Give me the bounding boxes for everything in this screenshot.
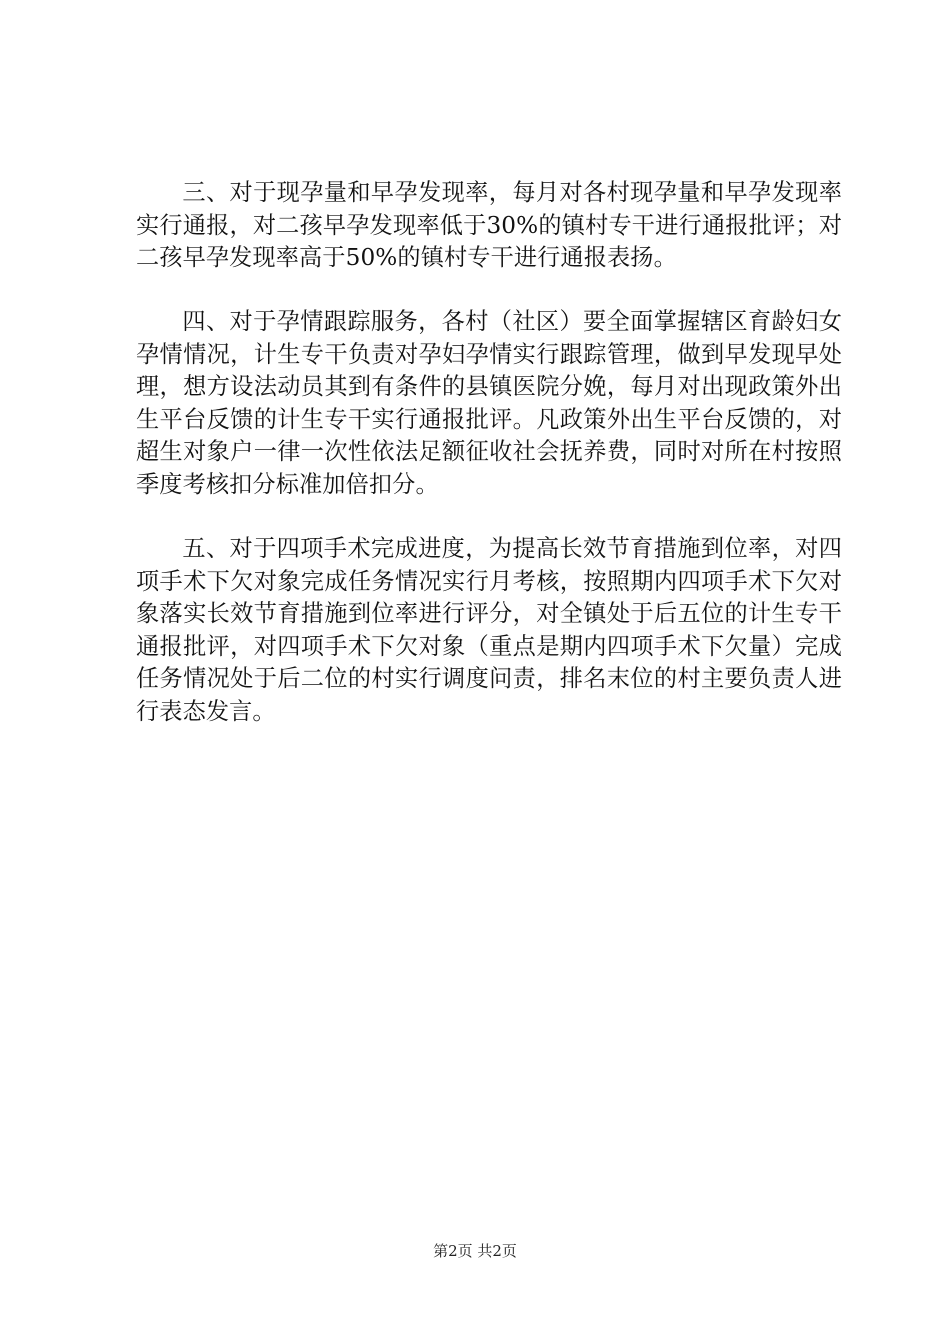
paragraph-4: 四、对于孕情跟踪服务，各村（社区）要全面掌握辖区育龄妇女孕情情况，计生专干负责对孕妇孕情实行跟踪管理，做到早发现早处理，想方设法动员其到有条件的县镇医院分娩，每月对出现政策外出生平台反馈的计生专干实行通报批评。凡政策外出生平台反馈的，对超生对象户一律一次性依法足额征收社会抚养费，同时对所在村按照季度考核扣分标准加倍扣分。 (136, 308, 842, 498)
paragraph-5: 五、对于四项手术完成进度，为提高长效节育措施到位率，对四项手术下欠对象完成任务情况实行月考核，按照期内四项手术下欠对象落实长效节育措施到位率进行评分，对全镇处于后五位的计生专干通报批评，对四项手术下欠对象（重点是期内四项手术下欠量）完成任务情况处于后二位的村实行调度问责，排名末位的村主要负责人进行表态发言。 (136, 535, 842, 725)
paragraph-3: 三、对于现孕量和早孕发现率，每月对各村现孕量和早孕发现率实行通报，对二孩早孕发现率低于30%的镇村专干进行通报批评；对二孩早孕发现率高于50%的镇村专干进行通报表扬。 (136, 179, 842, 271)
page-footer: 第2页 共2页 (433, 1242, 517, 1260)
